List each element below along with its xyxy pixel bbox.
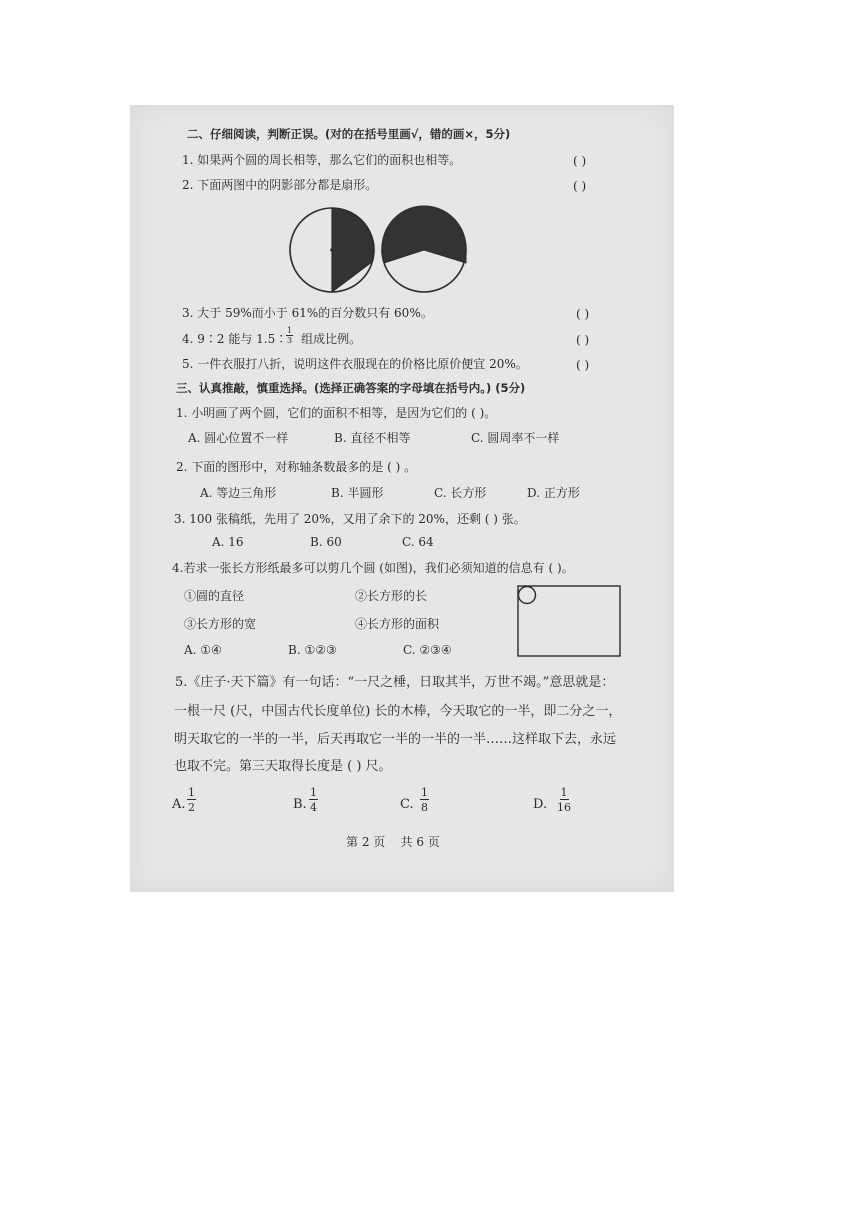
q1-option-a[interactable]: A. 圆心位置不一样 [188,431,289,445]
q5-option-c-fraction: $\frac{1}{8}$ [421,786,428,814]
q4-option-a[interactable]: A. ①④ [184,643,222,657]
section3-heading: 三、认真推敲，慎重选择。(选择正确答案的字母填在括号内。) (5分) [176,381,526,395]
q4-info-2: ②长方形的长 [355,589,428,603]
q5-line-2: 一根一尺 (尺，中国古代长度单位) 长的木棒，今天取它的一半，即二分之一， [174,704,622,719]
q5-option-c[interactable]: C. [400,797,414,812]
q5-option-a[interactable]: A. [172,797,186,812]
q2-option-a[interactable]: A. 等边三角形 [200,486,277,500]
page-footer: 第 2 页 共 6 页 [346,835,440,849]
exam-page [130,105,674,892]
q4-option-c[interactable]: C. ②③④ [403,643,452,657]
q2-option-c[interactable]: C. 长方形 [434,486,487,500]
q5-option-d[interactable]: D. [533,797,548,812]
fraction-one-third: $\frac{1}{3}$ [287,326,293,345]
q5-option-d-fraction: $\frac{1}{16}$ [557,786,571,814]
q5-option-a-fraction: $\frac{1}{2}$ [188,786,195,814]
judge-item-4-before: 4. 9∶2 能与 1.5∶ [182,332,288,346]
judge-item-1: 1. 如果两个圆的周长相等，那么它们的面积也相等。 [182,153,462,167]
q1-option-b[interactable]: B. 直径不相等 [334,431,411,445]
q5-line-3: 明天取它的一半的一半，后天再取它一半的一半的一半……这样取下去，永远 [174,732,617,747]
answer-paren-1[interactable]: ( ) [573,154,587,168]
q4-info-4: ④长方形的面积 [355,617,440,631]
choice-q3: 3. 100 张稿纸，先用了 20%，又用了余下的 20%，还剩 ( ) 张。 [174,512,526,526]
rectangle-shape [518,586,620,656]
judge-item-4-after: 组成比例。 [297,332,362,346]
judge-item-5: 5. 一件衣服打八折，说明这件衣服现在的价格比原价便宜 20%。 [182,357,528,371]
q5-line-4: 也取不完。第三天取得长度是 ( ) 尺。 [174,759,392,774]
q2-option-d[interactable]: D. 正方形 [527,486,580,500]
judge-item-3: 3. 大于 59%而小于 61%的百分数只有 60%。 [182,306,433,320]
answer-paren-5[interactable]: ( ) [576,358,590,372]
q3-option-c[interactable]: C. 64 [402,535,434,549]
q5-option-b-fraction: $\frac{1}{4}$ [310,786,317,814]
answer-paren-3[interactable]: ( ) [576,307,590,321]
answer-paren-2[interactable]: ( ) [573,179,587,193]
answer-paren-4[interactable]: ( ) [576,333,590,347]
q5-line-1: 5.《庄子·天下篇》有一句话：“一尺之棰，日取其半，万世不竭。”意思就是： [175,675,615,690]
q4-info-3: ③长方形的宽 [184,617,257,631]
choice-q4: 4.若求一张长方形纸最多可以剪几个圆 (如图)，我们必须知道的信息有 ( )。 [172,561,574,575]
section2-heading: 二、仔细阅读，判断正误。(对的在括号里画√，错的画×，5分) [187,127,511,141]
q3-option-b[interactable]: B. 60 [310,535,342,549]
judge-item-2: 2. 下面两图中的阴影部分都是扇形。 [182,178,378,192]
q1-option-c[interactable]: C. 圆周率不一样 [471,431,560,445]
choice-q2: 2. 下面的图形中，对称轴条数最多的是 ( ) 。 [176,460,417,474]
choice-q1: 1. 小明画了两个圆，它们的面积不相等，是因为它们的 ( )。 [176,406,497,420]
q2-option-b[interactable]: B. 半圆形 [331,486,384,500]
q3-option-a[interactable]: A. 16 [212,535,244,549]
q4-option-b[interactable]: B. ①②③ [288,643,337,657]
q4-info-1: ①圆的直径 [184,589,245,603]
small-circle-shape [519,587,536,604]
q5-option-b[interactable]: B. [293,797,307,812]
